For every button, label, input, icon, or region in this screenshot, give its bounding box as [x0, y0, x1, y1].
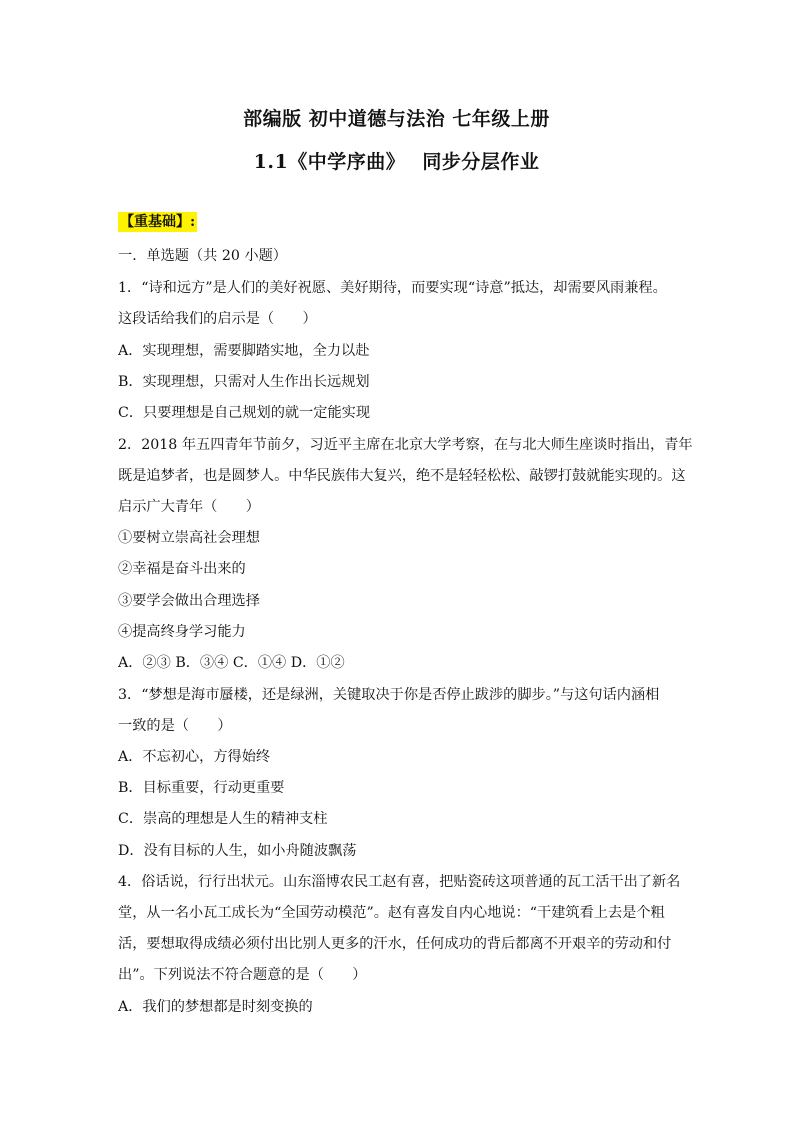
question-2-choice-2: ②幸福是奋斗出来的 — [118, 561, 246, 577]
question-1-option-b: B．实现理想，只需对人生作出长远规划 — [118, 374, 370, 390]
question-1-option-a: A．实现理想，需要脚踏实地，全力以赴 — [118, 343, 370, 359]
question-3-option-b: B．目标重要，行动更重要 — [118, 780, 285, 796]
question-2-choice-3: ③要学会做出合理选择 — [118, 593, 260, 609]
question-2-stem-line-1: 2．2018 年五四青年节前夕，习近平主席在北京大学考察，在与北大师生座谈时指出，青年 — [118, 437, 693, 453]
question-4-stem-line-2: 堂，从一名小瓦工成长为“全国劳动模范”。赵有喜发自内心地说：“干建筑看上去是个粗 — [118, 905, 665, 921]
question-4-stem-line-1: 4．俗话说，行行出状元。山东淄博农民工赵有喜，把贴瓷砖这项普通的瓦工活干出了新名 — [118, 874, 681, 890]
document-subtitle: 1.1《中学序曲》 同步分层作业 — [253, 151, 540, 173]
question-1-stem-line-2: 这段话给我们的启示是（ ） — [118, 311, 317, 327]
question-2-options: A．②③ B．③④ C．①④ D．①② — [118, 655, 345, 671]
question-4-option-a: A．我们的梦想都是时刻变换的 — [118, 999, 313, 1015]
document-title: 部编版 初中道德与法治 七年级上册 — [243, 108, 550, 130]
question-1-option-c: C．只要理想是自己规划的就一定能实现 — [118, 405, 371, 421]
question-3-stem-line-1: 3．“梦想是海市蜃楼，还是绿洲，关键取决于你是否停止跋涉的脚步。”与这句话内涵相 — [118, 687, 660, 703]
question-3-option-d: D．没有目标的人生，如小舟随波飘荡 — [118, 843, 357, 859]
question-2-stem-line-2: 既是追梦者，也是圆梦人。中华民族伟大复兴，绝不是轻轻松松、敲锣打鼓就能实现的。这 — [118, 468, 686, 484]
question-2-choice-1: ①要树立崇高社会理想 — [118, 530, 260, 546]
question-2-choice-4: ④提高终身学习能力 — [118, 624, 246, 640]
question-4-stem-line-3: 活，要想取得成绩必须付出比别人更多的汗水，任何成功的背后都离不开艰辛的劳动和付 — [118, 936, 672, 952]
question-3-option-a: A．不忘初心，方得始终 — [118, 749, 271, 765]
question-2-stem-line-3: 启示广大青年（ ） — [118, 499, 260, 515]
section-badge: 【重基础】: — [120, 214, 196, 230]
question-1-stem-line-1: 1．“诗和远方”是人们的美好祝愿、美好期待，而要实现“诗意”抵达，却需要风雨兼程。 — [118, 280, 667, 296]
question-3-option-c: C．崇高的理想是人生的精神支柱 — [118, 811, 328, 827]
question-3-stem-line-2: 一致的是（ ） — [118, 718, 232, 734]
section-heading: 一．单选题（共 20 小题） — [118, 248, 287, 264]
question-4-stem-line-4: 出”。下列说法不符合题意的是（ ） — [118, 967, 367, 983]
